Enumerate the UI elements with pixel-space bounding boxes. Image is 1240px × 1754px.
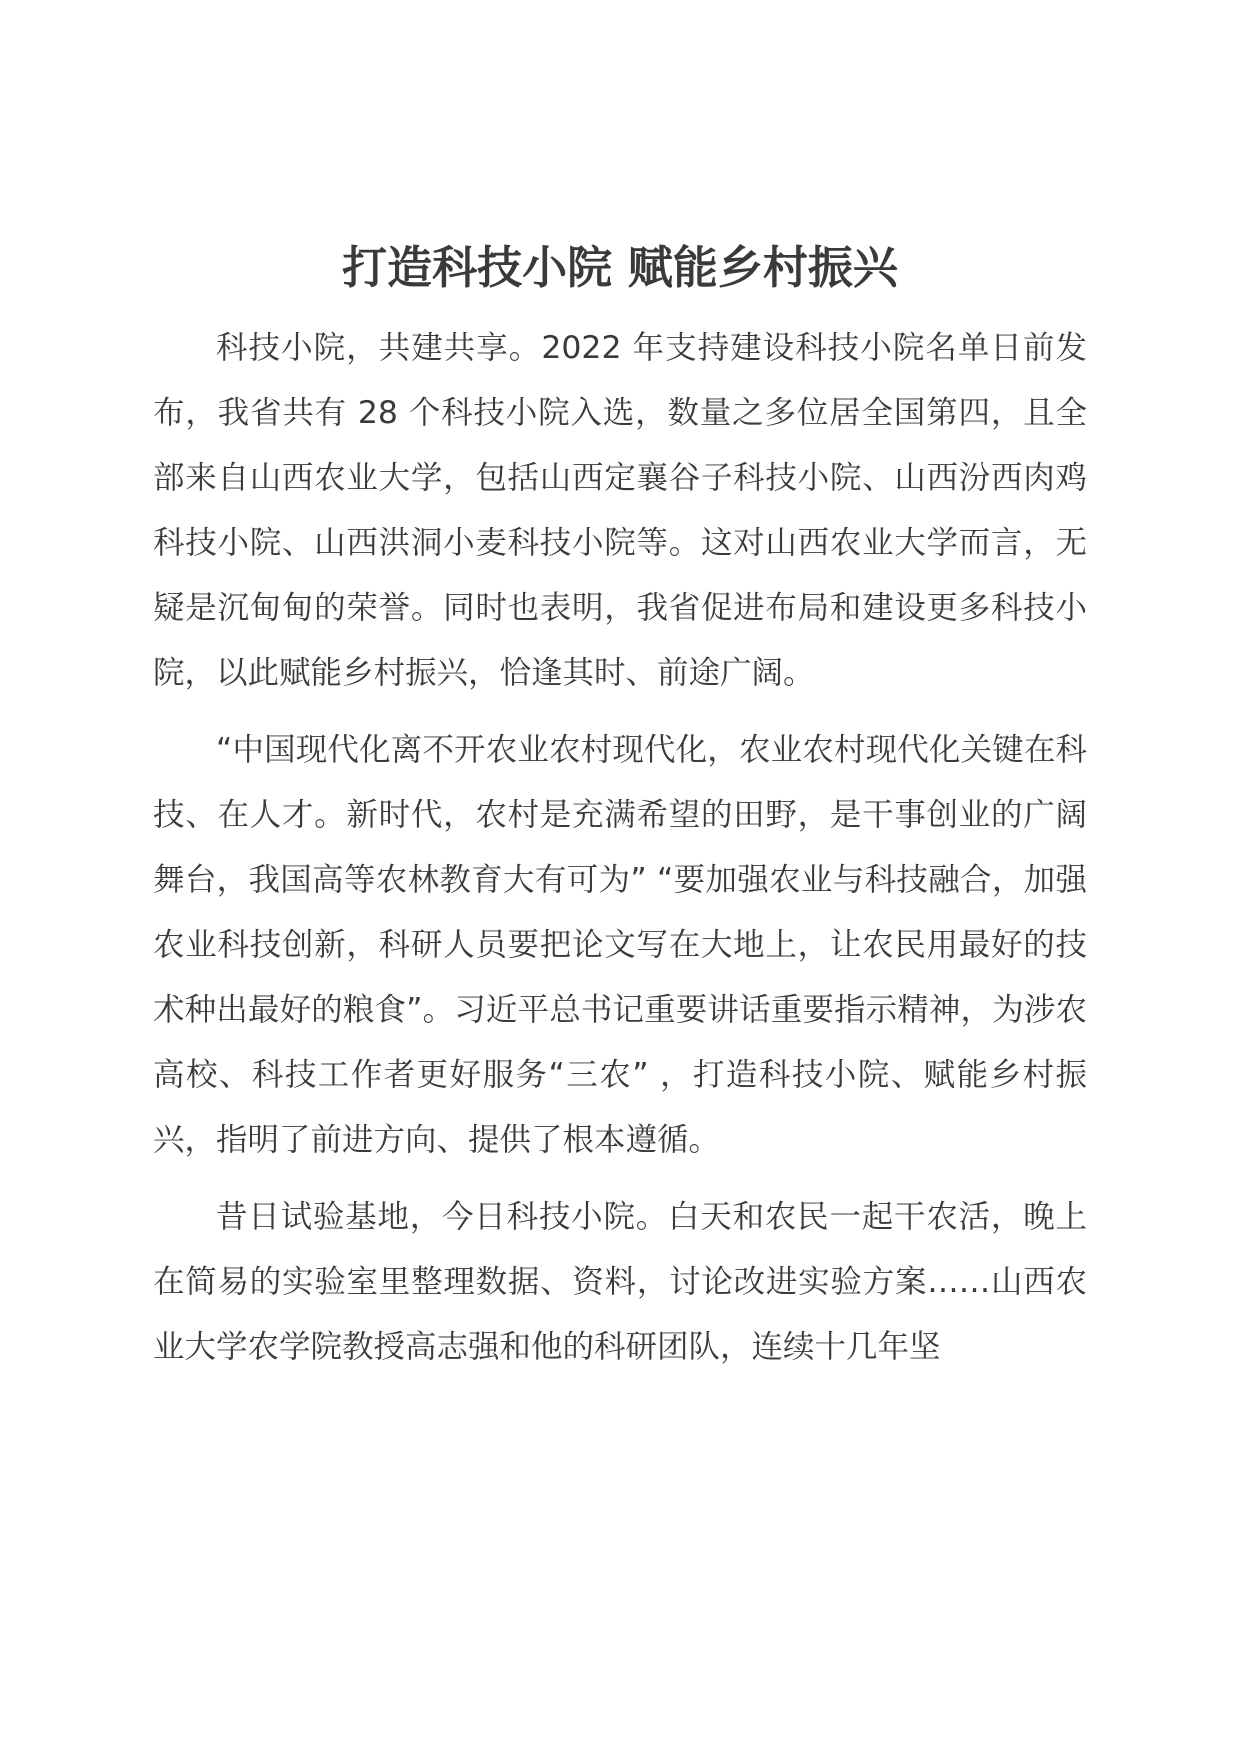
document-title: 打造科技小院 赋能乡村振兴 <box>342 241 898 294</box>
paragraph-3: 昔日试验基地，今日科技小院。白天和农民一起干农活，晚上在简易的实验室里整理数据、资料，讨论改进实验方案……山西农业大学农学院教授高志强和他的科研团队，连续十几年坚 <box>153 1199 1087 1365</box>
document-body <box>153 316 1087 1392</box>
paragraph-2: “中国现代化离不开农业农村现代化，农业农村现代化关键在科技、在人才。新时代，农村是充满希望的田野，是干事创业的广阔舞台，我国高等农林教育大有可为” “要加强农业与科技融合，加强农业科技创新，科研人员要把论文写在大地上，让农民用最好的技术种出最好的粮食”。习近平总书记重要讲话重要指示精神，为涉农高校、科技工作者更好服务“三农” ，打造科技小院、赋能乡村振兴，指明了前进方向、提供了根本遵循。 <box>153 732 1087 1158</box>
paragraph-1: 科技小院，共建共享。2022 年支持建设科技小院名单日前发布，我省共有 28 个科技小院入选，数量之多位居全国第四，且全部来自山西农业大学，包括山西定襄谷子科技小院、山西汾西肉鸡科技小院、山西洪洞小麦科技小院等。这对山西农业大学而言，无疑是沉甸甸的荣誉。同时也表明，我省促进布局和建设更多科技小院，以此赋能乡村振兴，恰逢其时、前途广阔。 <box>153 330 1087 691</box>
